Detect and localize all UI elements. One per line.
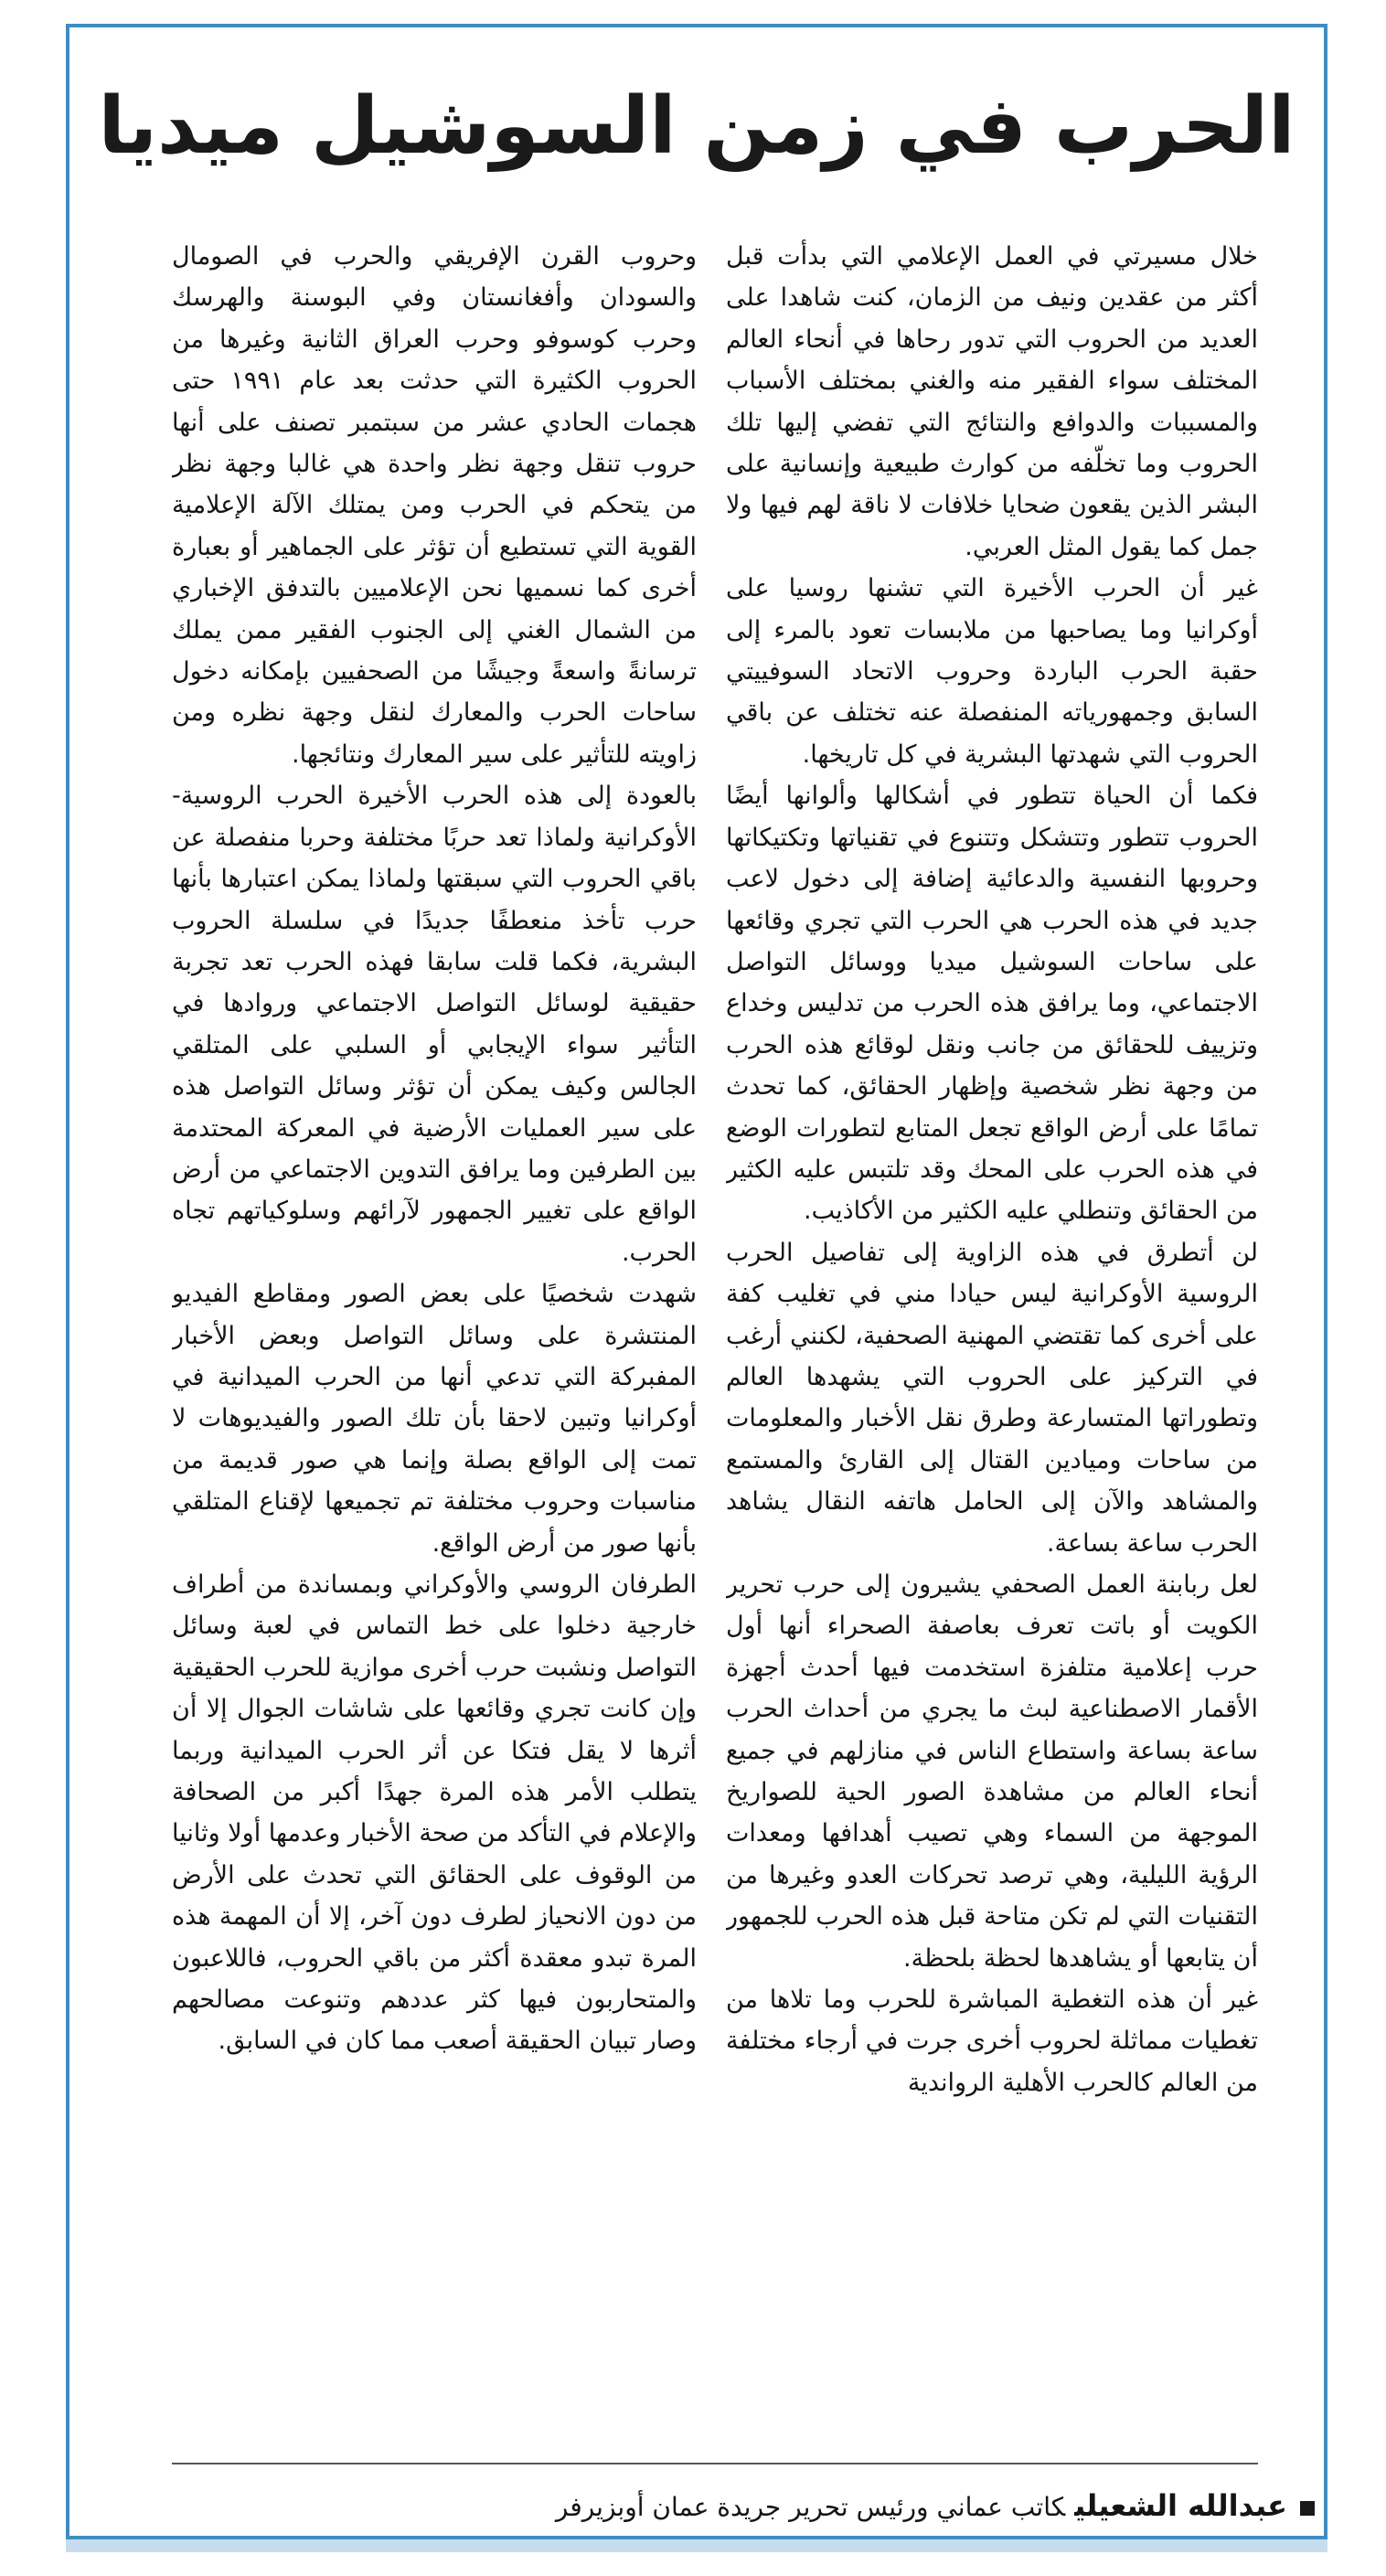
paragraph: لن أتطرق في هذه الزاوية إلى تفاصيل الحرب الروسية الأوكرانية ليس حيادا مني في تغليب كفة على أخرى كما تقتضي المهنية الصحفية، لكنني أرغب في التركيز على الحروب التي يشهدها العالم وتطوراتها المتسارعة وطرق نقل الأخبار والمعلومات من ساحات وميادين القتال إلى القارئ والمستمع والمشاهد والآن إلى الحامل هاتفه النقال يشاهد الحرب ساعة بساعة. [726,1238,1258,1558]
bottom-band [66,2539,1327,2552]
paragraph: وحروب القرن الإفريقي والحرب في الصومال والسودان وأفغانستان وفي البوسنة والهرسك وحرب كوسوفو وحرب العراق الثانية وغيرها من الحروب الكثيرة التي حدثت بعد عام ١٩٩١ حتى هجمات الحادي عشر من سبتمبر تصنف على أنها حروب تنقل وجهة نظر واحدة هي غالبا وجهة نظر من يتحكم في الحرب ومن يمتلك الآلة الإعلامية القوية التي تستطيع أن تؤثر على الجماهير أو بعبارة أخرى كما نسميها نحن الإعلاميين بالتدفق الإخباري من الشمال الغني إلى الجنوب الفقير ممن يملك ترسانةً واسعةً وجيشًا من الصحفيين بإمكانه دخول ساحات الحرب والمعارك لنقل وجهة نظره ومن زاويته للتأثير على سير المعارك ونتائجها. [172,242,697,769]
paragraph: غير أن هذه التغطية المباشرة للحرب وما تلاها من تغطيات مماثلة لحروب أخرى جرت في أرجاء مختلفة من العالم كالحرب الأهلية الرواندية [726,1985,1258,2097]
paragraph: بالعودة إلى هذه الحرب الأخيرة الحرب الروسية-الأوكرانية ولماذا تعد حربًا مختلفة وحربا منفصلة عن باقي الحروب التي سبقتها ولماذا يمكن اعتبارها بأنها حرب تأخذ منعطفًا جديدًا في سلسلة الحروب البشرية، فكما قلت سابقا فهذه الحرب تعد تجربة حقيقية لوسائل التواصل الاجتماعي وروادها في التأثير سواء الإيجابي أو السلبي على المتلقي الجالس وكيف يمكن أن تؤثر وسائل التواصل هذه على سير العمليات الأرضية في المعركة المحتدمة بين الطرفين وما يرافق التدوين الاجتماعي من أرض الواقع على تغيير الجمهور لآرائهم وسلوكياتهم تجاه الحرب. [172,782,697,1267]
paragraph: خلال مسيرتي في العمل الإعلامي التي بدأت قبل أكثر من عقدين ونيف من الزمان، كنت شاهدا على العديد من الحروب التي تدور رحاها في أنحاء العالم المختلف سواء الفقير منه والغني بمختلف الأسباب والمسببات والدوافع والنتائج التي تفضي إليها تلك الحروب وما تخلّفه من كوارث طبيعية وإنسانية على البشر الذين يقعون ضحايا خلافات لا ناقة لهم فيها ولا جمل كما يقول المثل العربي. [726,242,1258,561]
square-bullet-icon [1300,2501,1315,2516]
paragraph: غير أن الحرب الأخيرة التي تشنها روسيا على أوكرانيا وما يصاحبها من ملابسات تعود بالمرء إلى حقبة الحرب الباردة وحروب الاتحاد السوفييتي السابق وجمهورياته المنفصلة عنه تختلف عن باقي الحروب التي شهدتها البشرية في كل تاريخها. [726,574,1258,769]
author-name: عبدالله الشعيلي [1074,2488,1287,2523]
paragraph: لعل ربابنة العمل الصحفي يشيرون إلى حرب تحرير الكويت أو باتت تعرف بعاصفة الصحراء أنها أول حرب إعلامية متلفزة استخدمت فيها أحدث أجهزة الأقمار الاصطناعية لبث ما يجري من أحداث الحرب ساعة بساعة واستطاع الناس في منازلهم في جميع أنحاء العالم من مشاهدة الصور الحية للصواريخ الموجهة من السماء وهي تصيب أهدافها ومعدات الرؤية الليلية، وهي ترصد تحركات العدو وغيرها من التقنيات التي لم تكن متاحة قبل هذه الحرب للجمهور أن يتابعها أو يشاهدها لحظة بلحظة. [726,1570,1258,1973]
article-frame [66,24,1327,2539]
article-column-left [172,236,697,2430]
article-headline: الحرب في زمن السوشيل ميديا [98,80,1295,172]
byline [172,2483,1315,2530]
paragraph: فكما أن الحياة تتطور في أشكالها وألوانها أيضًا الحروب تتطور وتتشكل وتتنوع في تقنياتها وتكتيكاتها وحروبها النفسية والدعائية إضافة إلى دخول لاعب جديد في هذه الحرب هي الحرب التي تجري وقائعها على ساحات السوشيل ميديا ووسائل التواصل الاجتماعي، وما يرافق هذه الحرب من تدليس وخداع وتزييف للحقائق من جانب ونقل لوقائع هذه الحرب من وجهة نظر شخصية وإظهار الحقائق، كما تحدث تمامًا على أرض الواقع تجعل المتابع لتطورات الوضع في هذه الحرب على المحك وقد تلتبس عليه الكثير من الحقائق وتنطلي عليه الكثير من الأكاذيب. [726,782,1258,1226]
article-column-right [726,236,1258,2430]
paragraph: الطرفان الروسي والأوكراني وبمساندة من أطراف خارجية دخلوا على خط التماس في لعبة وسائل التواصل ونشبت حرب أخرى موازية للحرب الحقيقية وإن كانت تجري وقائعها على شاشات الجوال إلا أن أثرها لا يقل فتكا عن أثر الحرب الميدانية وربما يتطلب الأمر هذه المرة جهدًا أكبر من الصحافة والإعلام في التأكد من صحة الأخبار وعدمها أولا وثانيا من الوقوف على الحقائق التي تحدث على الأرض من دون الانحياز لطرف دون آخر، إلا أن المهمة هذه المرة تبدو معقدة أكثر من باقي الحروب، فاللاعبون والمتحاربون فيها كثر عددهم وتنوعت مصالحهم وصار تبيان الحقيقة أصعب مما كان في السابق. [172,1570,697,2056]
author-description: كاتب عماني ورئيس تحرير جريدة عمان أوبزيرفر [555,2492,1066,2522]
byline-divider [172,2463,1258,2464]
paragraph: شهدت شخصيًا على بعض الصور ومقاطع الفيديو المنتشرة على وسائل التواصل وبعض الأخبار المفبركة التي تدعي أنها من الحرب الميدانية في أوكرانيا وتبين لاحقا بأن تلك الصور والفيديوهات لا تمت إلى الواقع بصلة وإنما هي صور قديمة من مناسبات وحروب مختلفة تم تجميعها لإقناع المتلقي بأنها صور من أرض الواقع. [172,1280,697,1558]
